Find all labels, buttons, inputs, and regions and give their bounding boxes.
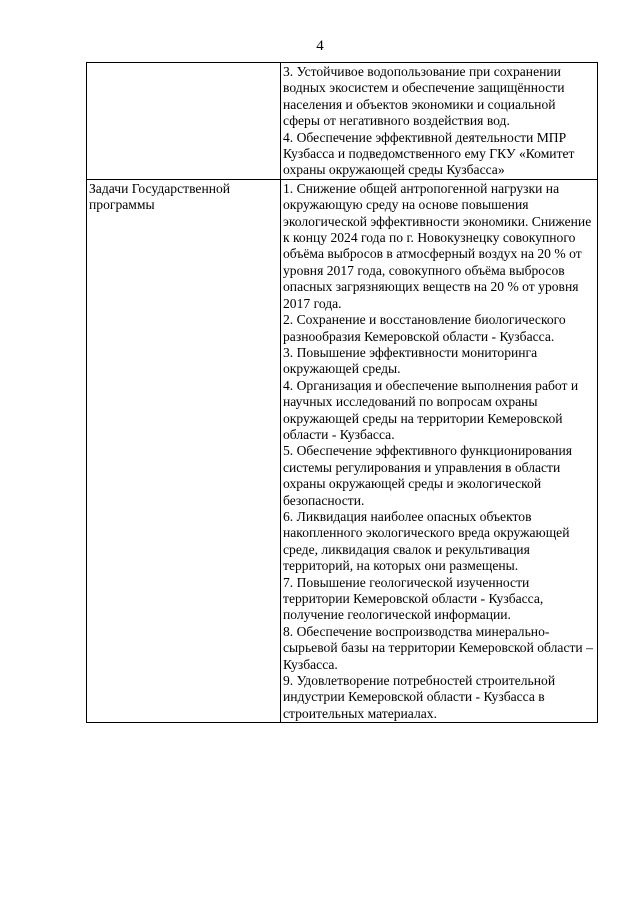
list-item: 3. Повышение эффективности мониторинга окружающей среды. <box>283 344 538 377</box>
list-item: 1. Снижение общей антропогенной нагрузки на окружающую среду на основе повышения экологической эффективности экономики. Снижение к концу 2024 года по г. Новокузнецку совокупного объёма выбросов в атмосферный воздух на 20 % от уровня 2017 года, совокупного объёма выбросов опасных загрязняющих веществ на 20 % от уровня 2017 года. <box>283 180 592 311</box>
row-label: Задачи Государственной программы <box>87 179 281 722</box>
row-content <box>281 179 598 722</box>
list-item: 6. Ликвидация наиболее опасных объектов накопленного экологического вреда окружающей среде, ликвидация свалок и рекультивация территорий, на которых они размещены. <box>283 508 570 574</box>
list-item: 4. Организация и обеспечение выполнения работ и научных исследований по вопросам охраны окружающей среды на территории Кемеровской области - Кузбасса. <box>283 377 579 442</box>
list-item: 8. Обеспечение воспроизводства минерально-сырьевой базы на территории Кемеровской области – Кузбасса. <box>283 623 593 672</box>
page-number: 4 <box>316 38 324 54</box>
row-content <box>281 63 598 180</box>
list-item: 9. Удовлетворение потребностей строительной индустрии Кемеровской области - Кузбасса в строительных материалах. <box>283 673 556 721</box>
list-item: 3. Устойчивое водопользование при сохранении водных экосистем и обеспечение защищённости населения и объектов экономики и социальной сферы от негативного воздействия вод. <box>283 64 565 129</box>
list-item: 7. Повышение геологической изученности территории Кемеровской области - Кузбасса, получение геологической информации. <box>283 574 544 623</box>
list-item: 5. Обеспечение эффективного функционирования системы регулирования и управления в области охраны окружающей среды и экологической безопасности. <box>283 443 572 508</box>
list-item: 2. Сохранение и восстановление биологического разнообразия Кемеровской области - Кузбасса. <box>283 312 566 344</box>
row-label <box>87 63 281 180</box>
program-table <box>86 62 598 723</box>
table-row <box>87 63 598 180</box>
list-item: 4. Обеспечение эффективной деятельности МПР Кузбасса и подведомственного ему ГКУ «Комитет охраны окружающей среды Кузбасса» <box>283 129 575 178</box>
table-row <box>87 179 598 722</box>
